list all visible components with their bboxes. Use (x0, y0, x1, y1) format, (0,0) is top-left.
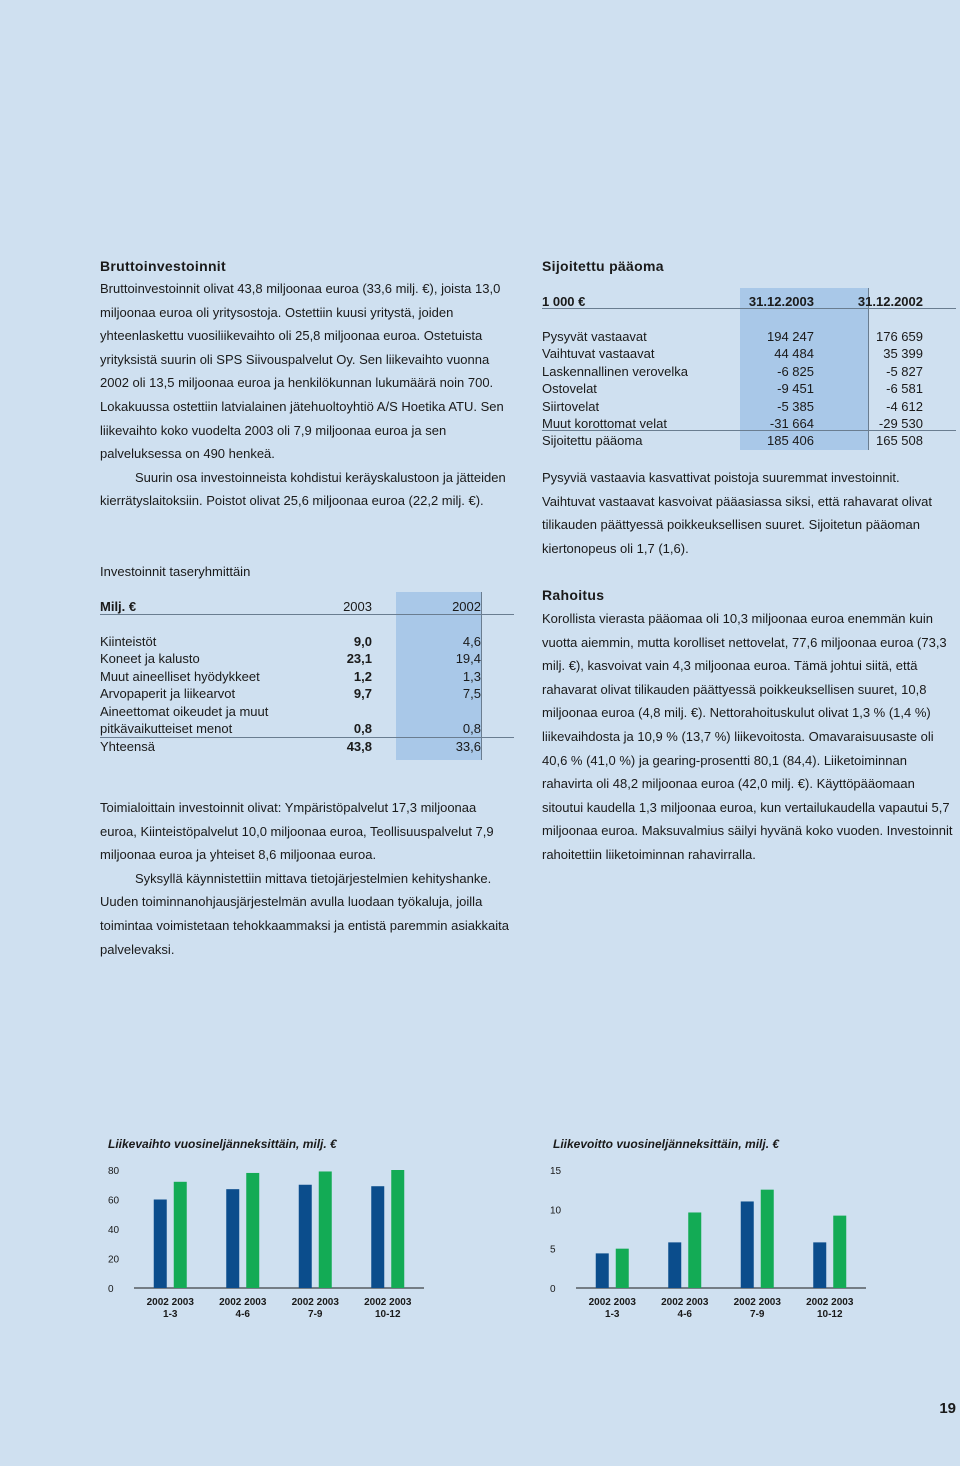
bar-2002-4-6 (668, 1242, 681, 1288)
x-tick-years: 2002 2003 (806, 1297, 854, 1308)
bar-2003-10-12 (833, 1216, 846, 1288)
x-tick-label: 10-12 (374, 1309, 401, 1320)
table-row-value-2003: -9 451 (777, 381, 814, 396)
table-row-value-2003: 1,2 (353, 669, 372, 684)
investments-paragraph-3: Toimialoittain investoinnit olivat: Ympäristöpalvelut 17,3 miljoonaa euroa, Kiinteistöpalvelut 10,0 miljoonaa euroa, Teollisuuspalvelut 7,9 miljoonaa euroa ja yhteiset 8,6 miljoonaa euroa. (100, 800, 494, 863)
bar-2003-7-9 (761, 1190, 774, 1288)
table-row-value-2002: 35 399 (883, 346, 923, 361)
header-unit: Milj. € (100, 599, 137, 614)
y-tick-label: 5 (550, 1244, 556, 1256)
table-row-label: Laskennallinen verovelka (542, 364, 688, 379)
x-tick-years: 2002 2003 (291, 1297, 339, 1308)
table-row-value-2003: 23,1 (346, 651, 372, 666)
investments-table (100, 592, 514, 760)
bar-2003-1-3 (616, 1249, 629, 1288)
profit-chart-title: Liikevoitto vuosineljänneksittäin, milj. € (553, 1137, 780, 1151)
x-tick-years: 2002 2003 (219, 1297, 267, 1308)
y-tick-label: 10 (550, 1205, 562, 1217)
investments-table-title: Investoinnit taseryhmittäin (100, 564, 251, 579)
x-tick-label: 7-9 (750, 1309, 765, 1320)
table-row-label: pitkävaikutteiset menot (100, 721, 233, 736)
investments-paragraph-1: Bruttoinvestoinnit olivat 43,8 miljoonaa euroa (33,6 milj. €), joista 13,0 miljoonaa euroa oli yritysostoja. Ostettiin kuusi yritystä, joiden yhteenlaskettu vuosiliikevaihto oli 25,8 miljoonaa euroa. Ostetuista yrityksistä suurin oli SPS Siivouspalvelut Oy. Sen liikevaihto vuonna 2002 oli 13,5 miljoonaa euroa ja henkilökunnan lukumäärä noin 700. Lokakuussa ostettiin latvialainen jätehuoltoyhtiö A/S Hoetika ATU. Sen liikevaihto koko vuodelta 2003 oli 7,9 miljoonaa euroa ja sen palveluksessa on 490 henkeä. (100, 281, 504, 462)
financing-heading: Rahoitus (542, 587, 605, 603)
y-tick-label: 40 (108, 1225, 120, 1236)
x-tick-label: 4-6 (677, 1309, 692, 1320)
bar-2002-4-6 (226, 1189, 239, 1288)
table-row-value-2003: 194 247 (767, 329, 814, 344)
x-tick-label: 4-6 (235, 1309, 250, 1320)
header-unit: 1 000 € (542, 294, 586, 309)
x-tick-label: 1-3 (605, 1309, 620, 1320)
column-divider (868, 288, 869, 450)
table-total-2003: 43,8 (346, 739, 372, 754)
y-tick-label: 60 (108, 1195, 120, 1207)
table-row-value-2002: 19,4 (455, 651, 481, 666)
revenue-chart-title: Liikevaihto vuosineljänneksittäin, milj. € (108, 1137, 337, 1151)
table-row-value-2003: -6 825 (777, 364, 814, 379)
header-2002: 31.12.2002 (857, 294, 923, 309)
x-tick-label: 7-9 (308, 1309, 323, 1320)
capital-paragraph: Pysyviä vastaavia kasvattivat poistoja suuremmat investoinnit. Vaihtuvat vastaavat kasvoivat pääasiassa siksi, että rahavarat olivat tilikauden päättyessä poikkeuksellisen suuret. Sijoitetun pääoman kiertonopeus oli 1,7 (1,6). (542, 470, 932, 556)
y-tick-label: 80 (108, 1166, 120, 1177)
header-2003: 2003 (343, 599, 372, 614)
header-2002: 2002 (452, 599, 481, 614)
y-tick-label: 0 (550, 1284, 556, 1295)
table-row-value-2003: 0,8 (353, 721, 372, 736)
table-row-label: Ostovelat (542, 381, 597, 396)
table-total-2003: 185 406 (767, 433, 814, 448)
bar-2003-4-6 (246, 1173, 259, 1288)
profit-chart (542, 1158, 882, 1333)
table-row-value-2003: 44 484 (774, 346, 814, 361)
investments-heading: Bruttoinvestoinnit (100, 258, 226, 274)
investments-paragraph-4: Syksyllä käynnistettiin mittava tietojärjestelmien kehityshanke. Uuden toiminnanohjausjärjestelmän avulla luodaan työkaluja, joilla toimintaa voimistetaan tehokkaammaksi ja entistä paremmin asiakkaita palvelevaksi. (100, 870, 509, 957)
capital-heading: Sijoitettu pääoma (542, 258, 664, 274)
table-row-value-2002: -5 827 (886, 364, 923, 379)
table-row-label: Siirtovelat (542, 399, 600, 414)
table-row-value-2002: 4,6 (462, 634, 481, 649)
x-tick-years: 2002 2003 (146, 1297, 194, 1308)
column-divider (481, 592, 482, 760)
table-total-2002: 33,6 (455, 739, 481, 754)
x-tick-years: 2002 2003 (661, 1297, 709, 1308)
bar-2002-1-3 (154, 1200, 167, 1289)
revenue-chart (100, 1158, 440, 1333)
page-number: 19 (939, 1400, 956, 1417)
table-row-label: Aineettomat oikeudet ja muut (100, 704, 269, 719)
table-row-label: Muut aineelliset hyödykkeet (100, 669, 260, 684)
table-row-value-2002: -4 612 (886, 399, 923, 414)
table-row-value-2002: 7,5 (462, 686, 481, 701)
bar-2002-7-9 (299, 1185, 312, 1288)
table-row-value-2002: -6 581 (886, 381, 923, 396)
table-row-value-2002: -29 530 (878, 416, 923, 431)
table-total-label: Yhteensä (100, 739, 155, 754)
investments-paragraph-2: Suurin osa investoinneista kohdistui keräyskalustoon ja jätteiden kierrätyslaitoksiin. Poistot olivat 25,6 miljoonaa euroa (22,2 milj. €). (100, 469, 506, 509)
bar-2002-10-12 (371, 1186, 384, 1288)
table-total-2002: 165 508 (876, 433, 923, 448)
x-tick-years: 2002 2003 (364, 1297, 412, 1308)
table-row-label: Arvopaperit ja liikearvot (100, 686, 236, 701)
table-row-value-2003: -31 664 (769, 416, 814, 431)
bar-2002-1-3 (596, 1253, 609, 1288)
y-tick-label: 0 (108, 1284, 114, 1295)
y-tick-label: 15 (550, 1166, 562, 1177)
table-row-value-2002: 1,3 (462, 669, 481, 684)
table-row-value-2002: 176 659 (876, 329, 923, 344)
table-row-label: Koneet ja kalusto (100, 651, 200, 666)
table-total-label: Sijoitettu pääoma (542, 433, 643, 448)
bar-2003-7-9 (319, 1171, 332, 1288)
table-row-label: Pysyvät vastaavat (542, 329, 647, 344)
bar-2002-10-12 (813, 1242, 826, 1288)
total-rule (100, 737, 514, 738)
x-tick-label: 1-3 (163, 1309, 178, 1320)
header-2003: 31.12.2003 (748, 294, 814, 309)
bar-2003-10-12 (391, 1170, 404, 1288)
table-row-value-2003: 9,7 (353, 686, 372, 701)
y-tick-label: 20 (108, 1254, 120, 1266)
table-row-label: Muut korottomat velat (542, 416, 667, 431)
table-row-value-2002: 0,8 (462, 721, 481, 736)
bar-2002-7-9 (741, 1201, 754, 1288)
x-tick-label: 10-12 (816, 1309, 843, 1320)
bar-2003-1-3 (174, 1182, 187, 1288)
x-tick-years: 2002 2003 (588, 1297, 636, 1308)
bar-2003-4-6 (688, 1212, 701, 1288)
table-row-value-2003: 9,0 (353, 634, 372, 649)
table-row-label: Vaihtuvat vastaavat (542, 346, 655, 361)
x-tick-years: 2002 2003 (733, 1297, 781, 1308)
capital-table (542, 288, 956, 450)
table-row-label: Kiinteistöt (100, 634, 157, 649)
table-row-value-2003: -5 385 (777, 399, 814, 414)
financing-paragraph: Korollista vierasta pääomaa oli 10,3 miljoonaa euroa enemmän kuin vuotta aiemmin, mutta korolliset nettovelat, 77,6 miljoonaa euroa (73,3 milj. €), kasvoivat vain 4,3 miljoonaa euroa. Tämä johtui siitä, että rahavarat olivat tilikauden päättyessä poikkeuksellisen suuret, 10,8 miljoonaa euroa (4,8 milj. €). Nettorahoituskulut olivat 1,3 % (1,4 %) liikevaihdosta ja 10,9 % (13,7 %) liikevoitosta. Omavaraisuusaste oli 40,6 % (41,0 %) ja gearing-prosentti 80,1 (84,4). Liiketoiminnan rahavirta oli 48,2 miljoonaa euroa (42,0 milj. €). Käyttöpääomaan sitoutui kaudella 1,3 miljoonaa euroa, kun vertailukaudella vapautui 5,7 miljoonaa euroa. Maksuvalmius säilyi hyvänä koko vuoden. Investoinnit rahoitettiin liiketoiminnan rahavirralla. (542, 611, 953, 862)
